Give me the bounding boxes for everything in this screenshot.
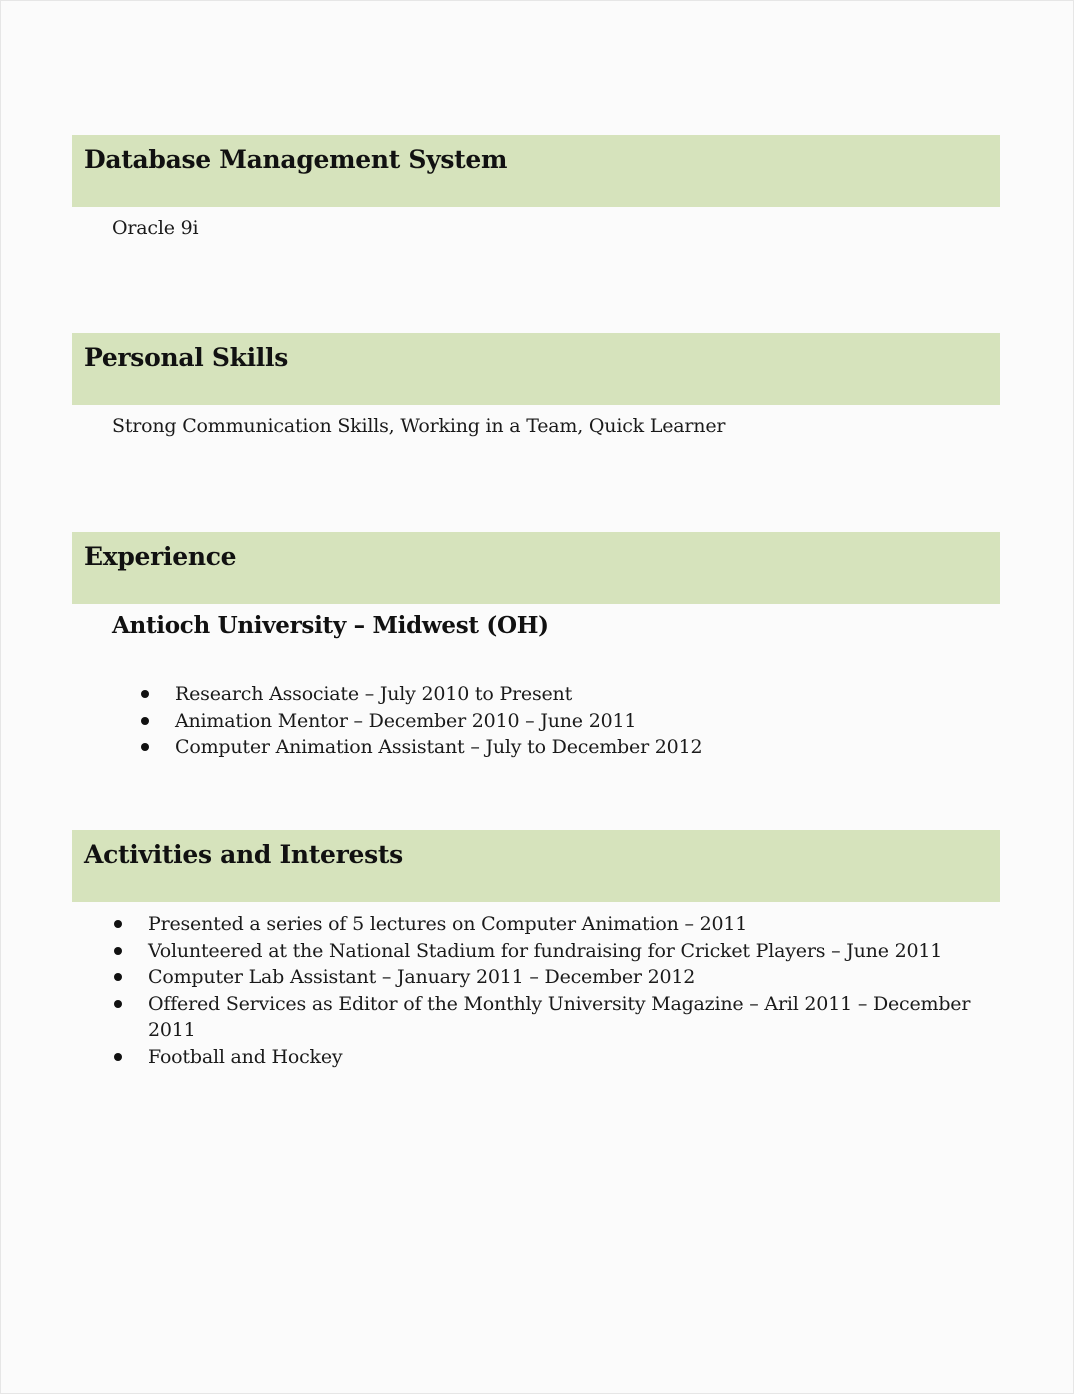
section-header-database [72,135,1000,207]
list-item-text: Presented a series of 5 lectures on Computer Animation – 2011 [148,913,748,935]
section-title-database: Database Management System [84,145,508,174]
section-header-activities [72,830,1000,902]
bullet-icon [114,1053,122,1061]
activities-list [148,911,970,1070]
section-title-experience: Experience [84,542,237,571]
section-header-experience [72,532,1000,604]
experience-list [175,681,702,761]
list-item-text: Computer Animation Assistant – July to December 2012 [175,736,703,758]
list-item-text: Volunteered at the National Stadium for fundraising for Cricket Players – June 2011 [148,939,943,962]
list-item-text: Football and Hockey [148,1045,343,1068]
bullet-icon [141,717,149,725]
database-content: Oracle 9i [112,217,199,239]
bullet-icon [114,947,122,955]
list-item [175,708,702,735]
list-item [175,681,702,708]
bullet-icon [141,743,149,751]
bullet-icon [114,1000,122,1008]
list-item-text: Research Associate – July 2010 to Present [175,683,573,705]
list-item-text: Animation Mentor – December 2010 – June 2011 [175,709,637,732]
list-item [148,964,970,991]
bullet-icon [141,690,149,698]
list-item [148,991,970,1018]
bullet-icon [114,973,122,981]
personal-skills-content: Strong Communication Skills, Working in a Team, Quick Learner [112,415,726,437]
list-item-continuation [148,1017,970,1044]
section-header-personal-skills [72,333,1000,405]
list-item-text: Offered Services as Editor of the Monthly University Magazine – Aril 2011 – December [148,992,971,1015]
employer-name: Antioch University – Midwest (OH) [112,612,549,639]
bullet-icon [114,920,122,928]
list-item [148,1044,970,1071]
list-item [148,938,970,965]
section-title-personal-skills: Personal Skills [84,343,288,372]
section-title-activities: Activities and Interests [84,840,403,869]
list-item [175,734,702,761]
list-item-text: 2011 [148,1019,196,1041]
list-item-text: Computer Lab Assistant – January 2011 – December 2012 [148,966,696,988]
list-item [148,911,970,938]
